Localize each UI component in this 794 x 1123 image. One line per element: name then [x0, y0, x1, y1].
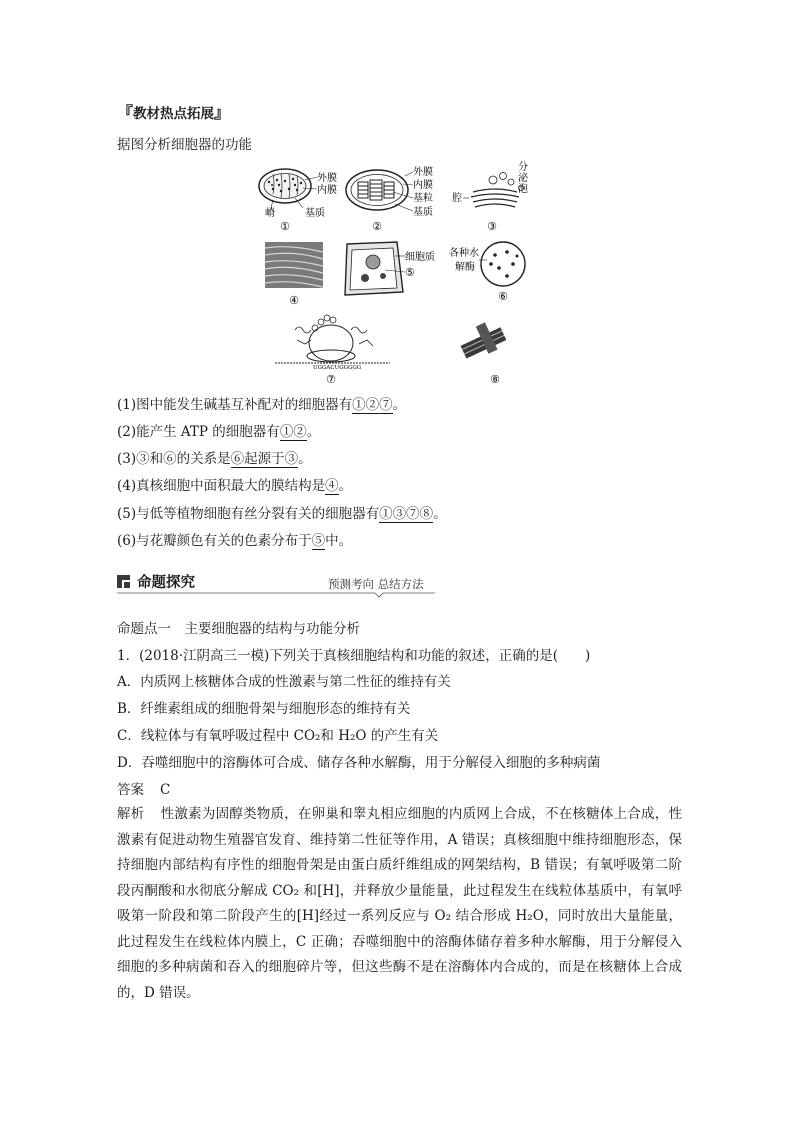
banner-right: 预测考向 总结方法 — [328, 577, 424, 591]
option-b: B．纤维素组成的细胞骨架与细胞形态的维持有关 — [117, 701, 411, 717]
mitochondrion-diagram — [259, 169, 337, 233]
intro-text: 据图分析细胞器的功能 — [117, 137, 252, 153]
svg-text:内膜: 内膜 — [413, 180, 433, 191]
analysis-paragraph — [117, 802, 682, 1006]
svg-text:细胞质: 细胞质 — [405, 252, 435, 263]
svg-text:⑦: ⑦ — [326, 373, 336, 386]
banner-title: 命题探究 — [137, 575, 195, 591]
svg-text:⑧: ⑧ — [490, 373, 500, 386]
option-a: A．内质网上核糖体合成的性激素与第二性征的维持有关 — [117, 674, 451, 690]
svg-text:嵴: 嵴 — [265, 208, 275, 219]
svg-text:UGGACUGGGGG: UGGACUGGGGG — [313, 365, 362, 371]
analysis-label: 解析 — [117, 806, 145, 822]
er-diagram — [265, 242, 323, 307]
ribosome-diagram — [275, 315, 390, 386]
svg-text:⑥: ⑥ — [498, 290, 508, 303]
section-heading: 『教材热点拓展』 — [117, 103, 231, 122]
lysosome-diagram — [449, 242, 525, 303]
label-mi: 泌 — [518, 173, 528, 184]
centriole-diagram — [456, 317, 509, 386]
qa-item-4: (4)真核细胞中面积最大的膜结构是④。 — [117, 478, 353, 494]
label-hydrolases-2: 解酶 — [455, 262, 475, 273]
qa-item-6: (6)与花瓣颜色有关的色素分布于⑤中。 — [117, 533, 353, 549]
qa-item-2: (2)能产生 ATP 的细胞器有①②。 — [117, 424, 321, 440]
qa-item-5: (5)与低等植物细胞有丝分裂有关的细胞器有①③⑦⑧。 — [117, 506, 447, 522]
qa-item-1: (1)图中能发生碱基互补配对的细胞器有①②⑦。 — [117, 397, 407, 413]
svg-text:腔: 腔 — [452, 193, 462, 204]
topic-heading: 命题点一 主要细胞器的结构与功能分析 — [117, 621, 360, 637]
svg-text:④: ④ — [289, 294, 299, 307]
golgi-diagram — [452, 160, 529, 233]
label-fen: 分 — [518, 162, 528, 173]
label-pao: 泡 — [518, 184, 528, 195]
chloroplast-diagram — [346, 165, 433, 233]
analysis-text: 性激素为固醇类物质，在卵巢和睾丸相应细胞的内质网上合成，不在核糖体上合成，性激素有促进动物生殖器官发育、维持第二性征等作用，A 错误；真核细胞中维持细胞形态，保持细胞内部结构有序性的细胞骨架是由蛋白质纤维组成的网架结构，B 错误；有氧呼吸第二阶段丙酮酸和水彻底分解成 CO₂ 和[H]，并释放少量能量，此过程发生在线粒体基质中，有氧呼吸第一阶段和第二阶段产生的[H]经过一系列反应与 O₂ 结合形成 H₂O，同时放出大量能量，此过程发生在线粒体内膜上，C 正确；吞噬细胞中的溶酶体储存着多种水解酶，用于分解侵入细胞的多种病菌和吞入的细胞碎片等，但这些酶不是在溶酶体内合成的，而是在核糖体上合成的，D 错误。 — [117, 806, 683, 1001]
answer-line — [117, 781, 170, 799]
label-hydrolases-1: 各种水 — [449, 248, 479, 259]
svg-text:⑤: ⑤ — [405, 266, 415, 279]
svg-text:外膜: 外膜 — [317, 173, 337, 184]
vacuole-diagram — [345, 242, 435, 295]
svg-text:②: ② — [372, 220, 382, 233]
svg-text:基质: 基质 — [413, 207, 433, 218]
option-c: C．线粒体与有氧呼吸过程中 CO₂和 H₂O 的产生有关 — [117, 728, 439, 744]
svg-text:基质: 基质 — [305, 208, 325, 219]
question-stem: 1．(2018·江阴高三一模)下列关于真核细胞结构和功能的叙述，正确的是( ) — [117, 648, 591, 664]
option-d: D．吞噬细胞中的溶酶体可合成、储存各种水解酶，用于分解侵入细胞的多种病菌 — [117, 755, 601, 771]
svg-text:内膜: 内膜 — [317, 185, 337, 196]
qa-item-3: (3)③和⑥的关系是⑥起源于③。 — [117, 451, 312, 467]
answer-value: C — [160, 782, 171, 798]
svg-text:基粒: 基粒 — [413, 193, 433, 204]
svg-text:③: ③ — [487, 220, 497, 233]
organelle-figure — [255, 160, 555, 390]
answer-label: 答案 — [117, 782, 144, 798]
svg-text:外膜: 外膜 — [413, 167, 433, 178]
svg-text:①: ① — [280, 220, 290, 233]
